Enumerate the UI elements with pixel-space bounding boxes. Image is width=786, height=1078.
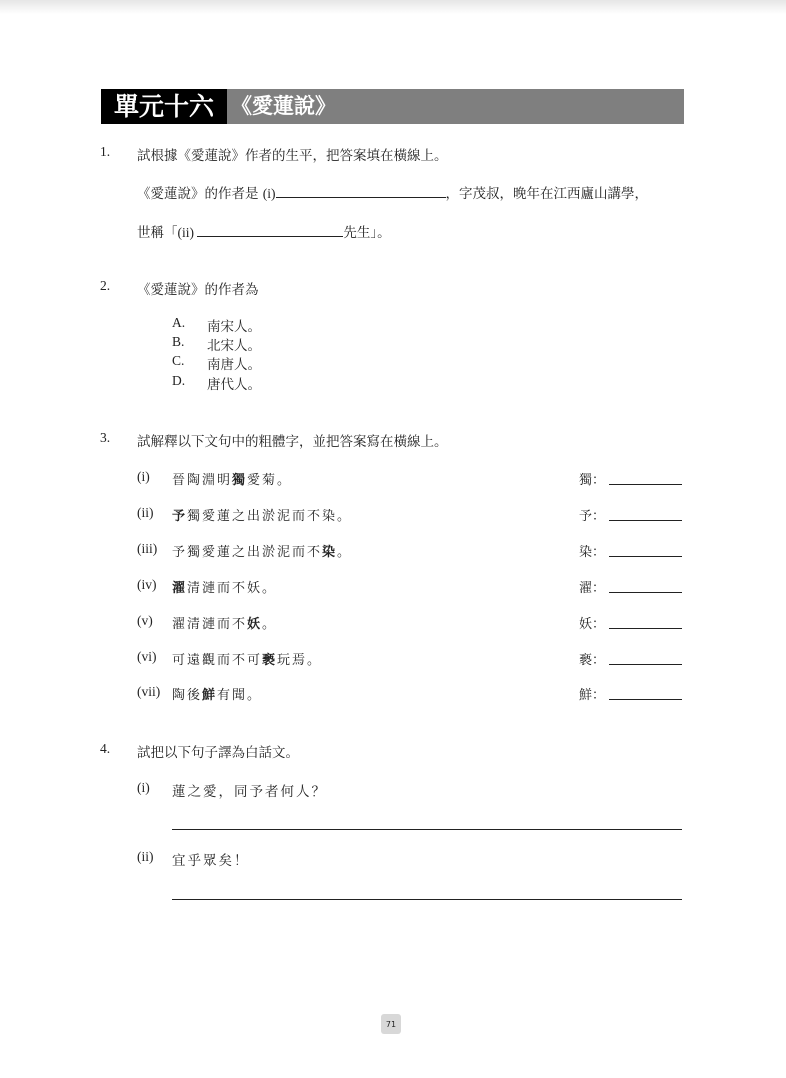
page-number: 71 <box>381 1014 401 1034</box>
q3-answer-line[interactable] <box>609 592 682 593</box>
q3-item-sentence <box>172 505 352 524</box>
q3-answer-char: 獨： <box>579 473 606 488</box>
option-letter: A. <box>172 315 186 330</box>
title-bar <box>101 89 684 124</box>
q3-item-sentence <box>172 684 262 703</box>
sentence-pre: 濯清漣而不 <box>172 617 248 632</box>
q1-blank-i-label: (i) <box>262 186 276 201</box>
q3-answer-line[interactable] <box>609 628 682 629</box>
q2-number: 2. <box>100 278 111 293</box>
q1-line2-after: 先生」。 <box>343 225 391 241</box>
q3-answer-line[interactable] <box>609 699 682 700</box>
option-c[interactable]: 南唐人。 <box>207 357 261 373</box>
q4-item-label: (ii) <box>137 849 154 864</box>
q1-line1-before: 《愛蓮說》的作者是 <box>137 186 263 202</box>
sentence-pre: 予獨愛蓮之出淤泥而不 <box>172 545 323 560</box>
sentence-post: 有聞。 <box>217 688 263 703</box>
q1-blank-ii[interactable] <box>197 224 343 237</box>
bold-char: 濯 <box>172 581 188 596</box>
option-d[interactable]: 唐代人。 <box>207 377 261 393</box>
bold-char: 妖 <box>247 617 263 632</box>
q3-answer-char: 褻： <box>579 653 606 668</box>
q4-item-text: 蓮之愛，同予者何人？ <box>172 784 327 800</box>
sentence-post: 玩焉。 <box>277 653 323 668</box>
q3-item-label: (ii) <box>137 505 154 520</box>
q3-number: 3. <box>100 430 111 445</box>
sentence-pre: 晉陶淵明 <box>172 473 233 488</box>
q3-answer-line[interactable] <box>609 484 682 485</box>
q1-blank-i[interactable] <box>276 185 446 198</box>
option-letter: D. <box>172 373 186 388</box>
q3-answer-line[interactable] <box>609 664 682 665</box>
q3-answer-line[interactable] <box>609 556 682 557</box>
q4-answer-line-ii[interactable] <box>172 899 682 900</box>
unit-label: 單元十六 <box>101 89 227 124</box>
bold-char: 染 <box>322 545 338 560</box>
q3-answer-char: 妖： <box>579 617 606 632</box>
bold-char: 予 <box>172 509 188 524</box>
q4-answer-line-i[interactable] <box>172 829 682 830</box>
top-shadow <box>0 0 786 14</box>
q3-item-label: (vii) <box>137 684 161 699</box>
bold-char: 獨 <box>232 473 248 488</box>
q3-answer-char: 鮮： <box>579 688 606 703</box>
q3-answer-line[interactable] <box>609 520 682 521</box>
sentence-pre: 陶後 <box>172 688 203 703</box>
q1-prompt: 試根據《愛蓮說》作者的生平，把答案填在橫線上。 <box>137 148 448 164</box>
q3-item-sentence <box>172 577 277 596</box>
q4-item-text: 宜乎眾矣！ <box>172 853 250 869</box>
q1-number: 1. <box>100 144 111 159</box>
q1-line2 <box>137 221 391 241</box>
sentence-post: 。 <box>337 545 353 560</box>
option-letter: C. <box>172 353 185 368</box>
q3-prompt: 試解釋以下文句中的粗體字，並把答案寫在橫線上。 <box>137 434 448 450</box>
q1-line1-after: ，字茂叔，晚年在江西廬山講學， <box>445 186 649 202</box>
q3-answer-char: 濯： <box>579 581 606 596</box>
sentence-post: 。 <box>262 617 278 632</box>
q3-answer-char: 染： <box>579 545 606 560</box>
q3-item-label: (vi) <box>137 649 157 664</box>
option-letter: B. <box>172 334 185 349</box>
sentence-pre: 可遠觀而不可 <box>172 653 263 668</box>
lesson-title: 《愛蓮說》 <box>231 94 336 118</box>
q3-item-label: (iv) <box>137 577 157 592</box>
sentence-post: 清漣而不妖。 <box>187 581 278 596</box>
q3-item-sentence <box>172 541 352 560</box>
q3-item-sentence <box>172 469 292 488</box>
q3-answer-char: 予： <box>579 509 606 524</box>
q1-line1 <box>137 182 648 202</box>
sentence-post: 愛菊。 <box>247 473 293 488</box>
option-b[interactable]: 北宋人。 <box>207 338 261 354</box>
bold-char: 鮮 <box>202 688 218 703</box>
q4-item-label: (i) <box>137 780 150 795</box>
q3-item-sentence <box>172 613 277 632</box>
q3-item-label: (i) <box>137 469 150 484</box>
q4-number: 4. <box>100 741 111 756</box>
q4-prompt: 試把以下句子譯為白話文。 <box>137 745 299 761</box>
q1-line2-before: 世稱「 <box>137 225 178 241</box>
q3-item-label: (v) <box>137 613 153 628</box>
option-a[interactable]: 南宋人。 <box>207 319 261 335</box>
q1-blank-ii-label: (ii) <box>177 225 198 240</box>
bold-char: 褻 <box>262 653 278 668</box>
sentence-post: 獨愛蓮之出淤泥而不染。 <box>187 509 353 524</box>
q3-item-sentence <box>172 649 322 668</box>
q3-item-label: (iii) <box>137 541 158 556</box>
q2-prompt: 《愛蓮說》的作者為 <box>137 282 259 298</box>
